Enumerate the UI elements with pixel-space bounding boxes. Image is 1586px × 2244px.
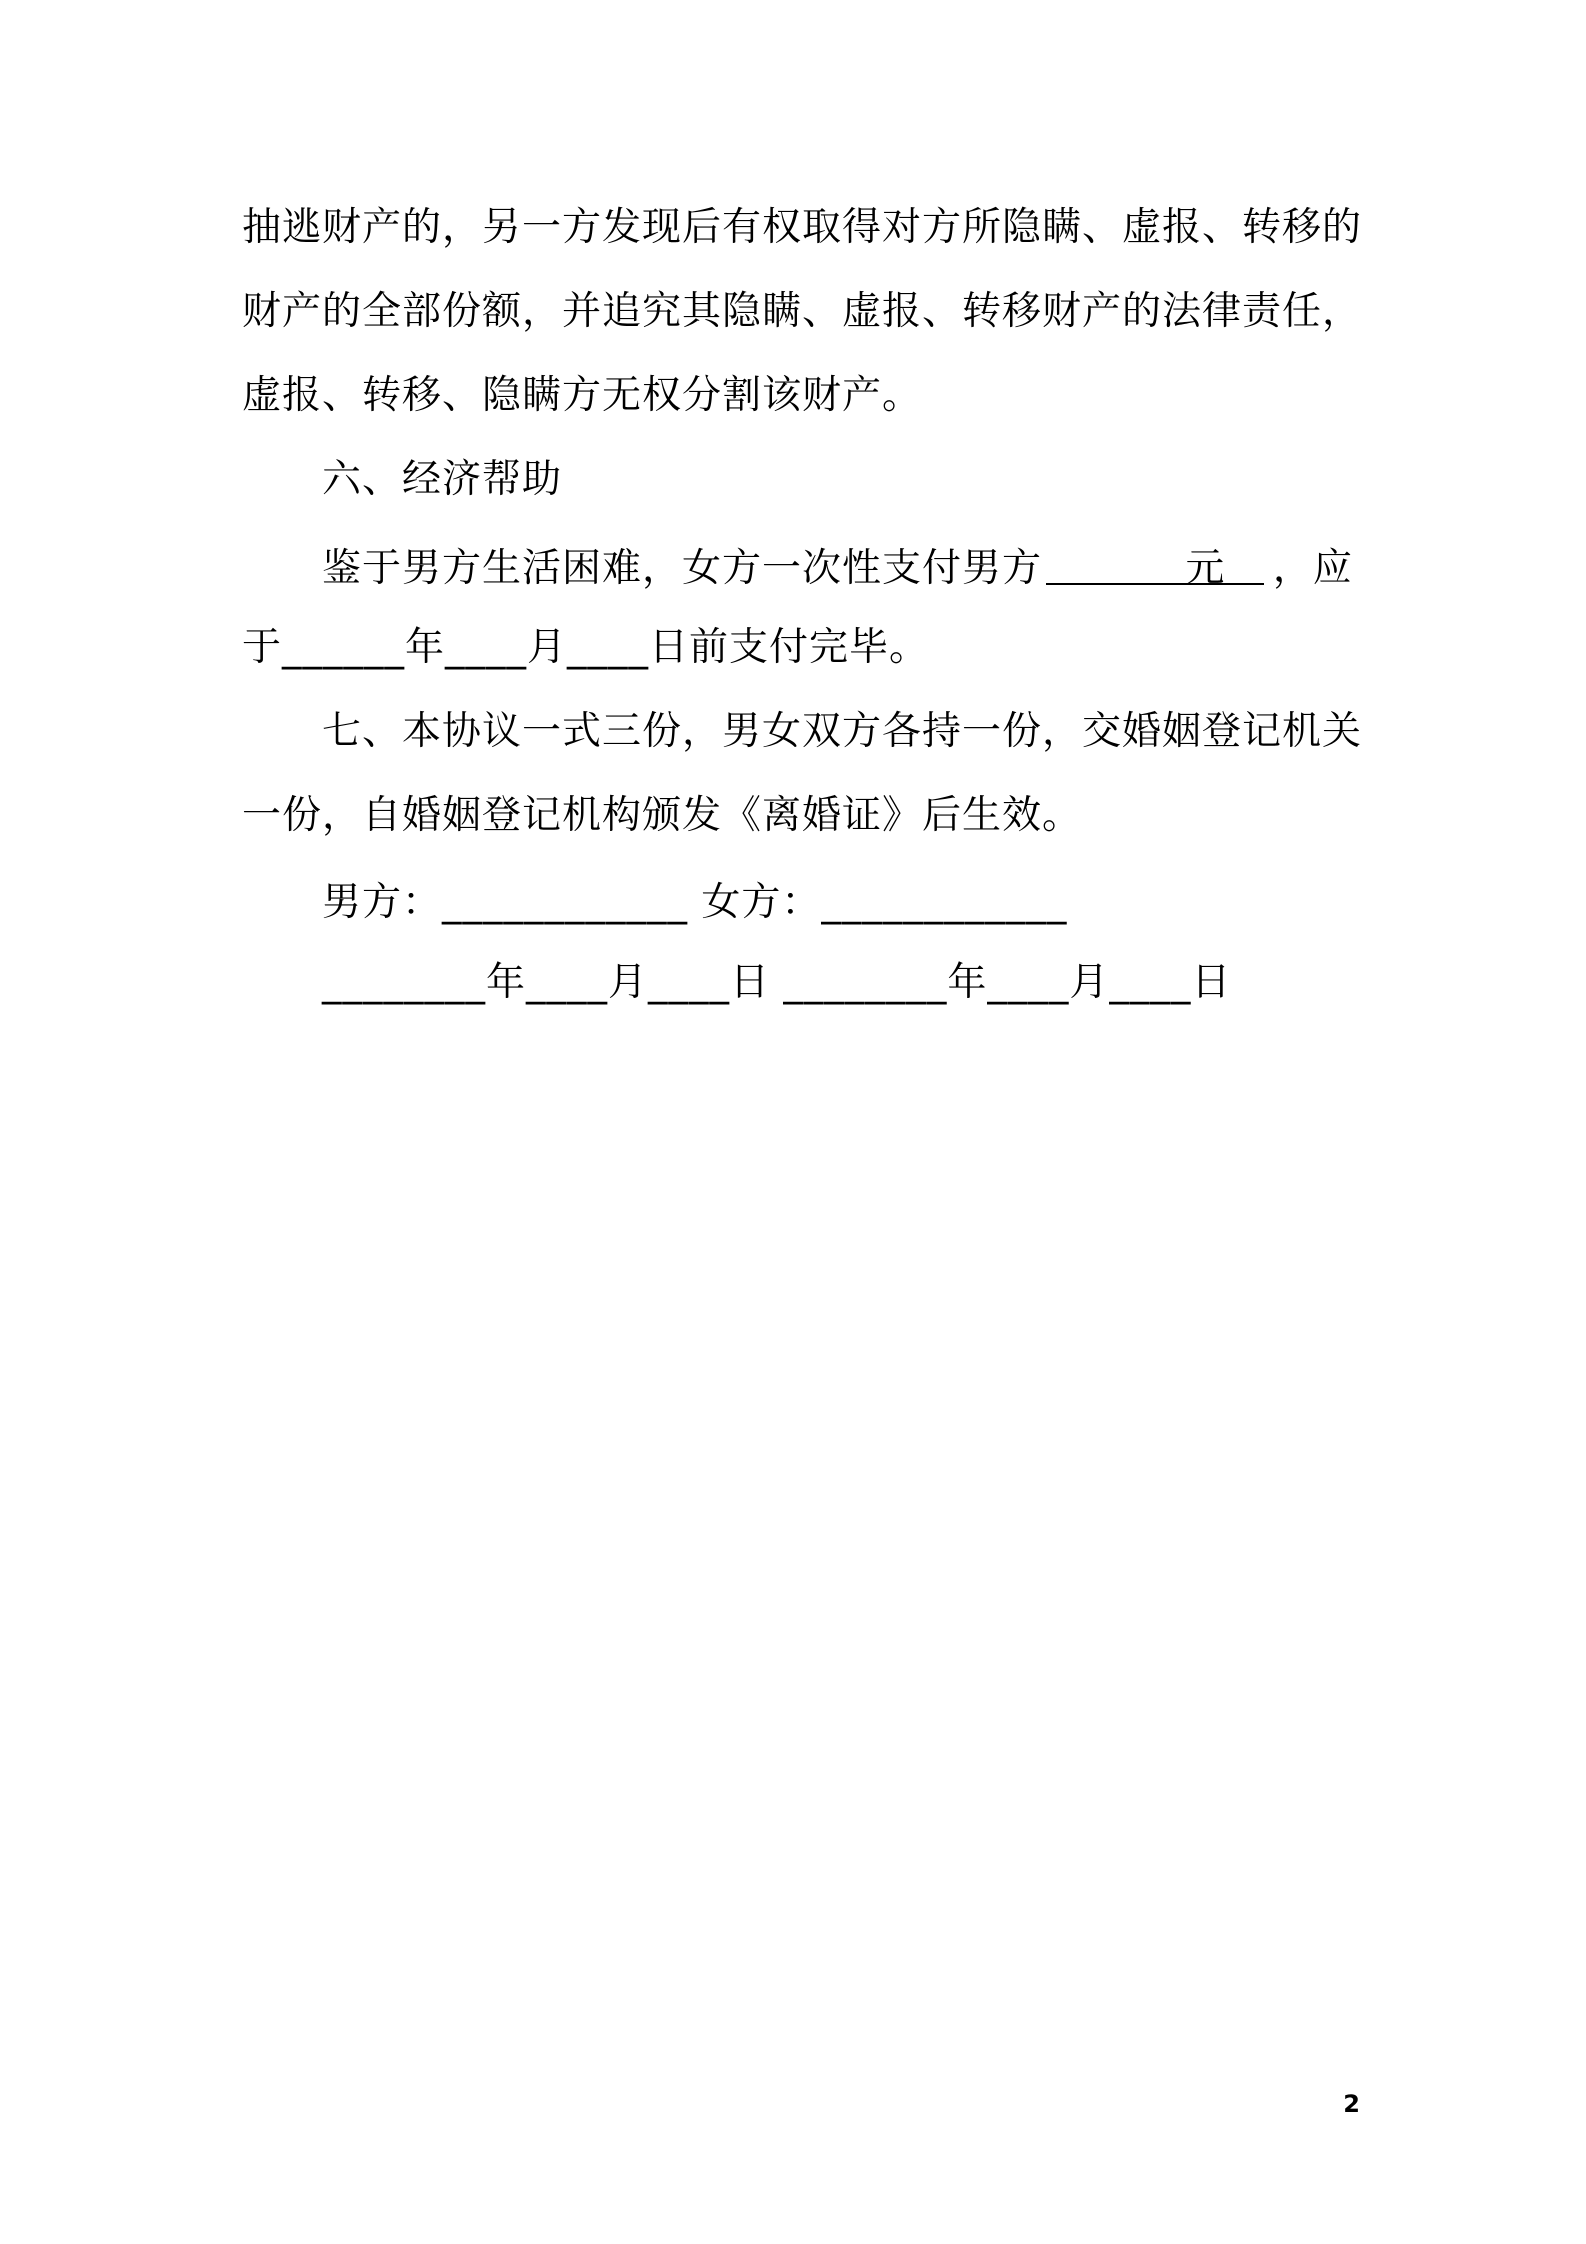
section-7-line-2: 一份，自婚姻登记机构颁发《离婚证》后生效。 xyxy=(242,793,1083,838)
body-text-line-3: 虚报、转移、隐瞒方无权分割该财产。 xyxy=(242,373,923,418)
section-6-text-after: ，应 xyxy=(1272,546,1353,591)
date-line: ________年____月____日 ________年____月____日 xyxy=(322,960,1232,1005)
currency-unit: 元 xyxy=(1185,546,1226,591)
section-7-line-1: 七、本协议一式三份，男女双方各持一份，交婚姻登记机关 xyxy=(322,709,1363,754)
section-6-heading: 六、经济帮助 xyxy=(322,457,563,502)
body-text-line-1: 抽逃财产的，另一方发现后有权取得对方所隐瞒、虚报、转移的 xyxy=(242,205,1363,250)
body-text-line-2: 财产的全部份额，并追究其隐瞒、虚报、转移财产的法律责任， xyxy=(242,289,1363,334)
page-number: 2 xyxy=(1343,2090,1360,2118)
signature-line: 男方：____________ 女方：____________ xyxy=(322,880,1068,925)
section-6-text: 鉴于男方生活困难，女方一次性支付男方 xyxy=(322,546,1043,591)
section-6-line-1 xyxy=(322,539,1353,594)
amount-blank xyxy=(1046,543,1264,585)
section-6-line-2: 于______年____月____日前支付完毕。 xyxy=(242,625,930,670)
